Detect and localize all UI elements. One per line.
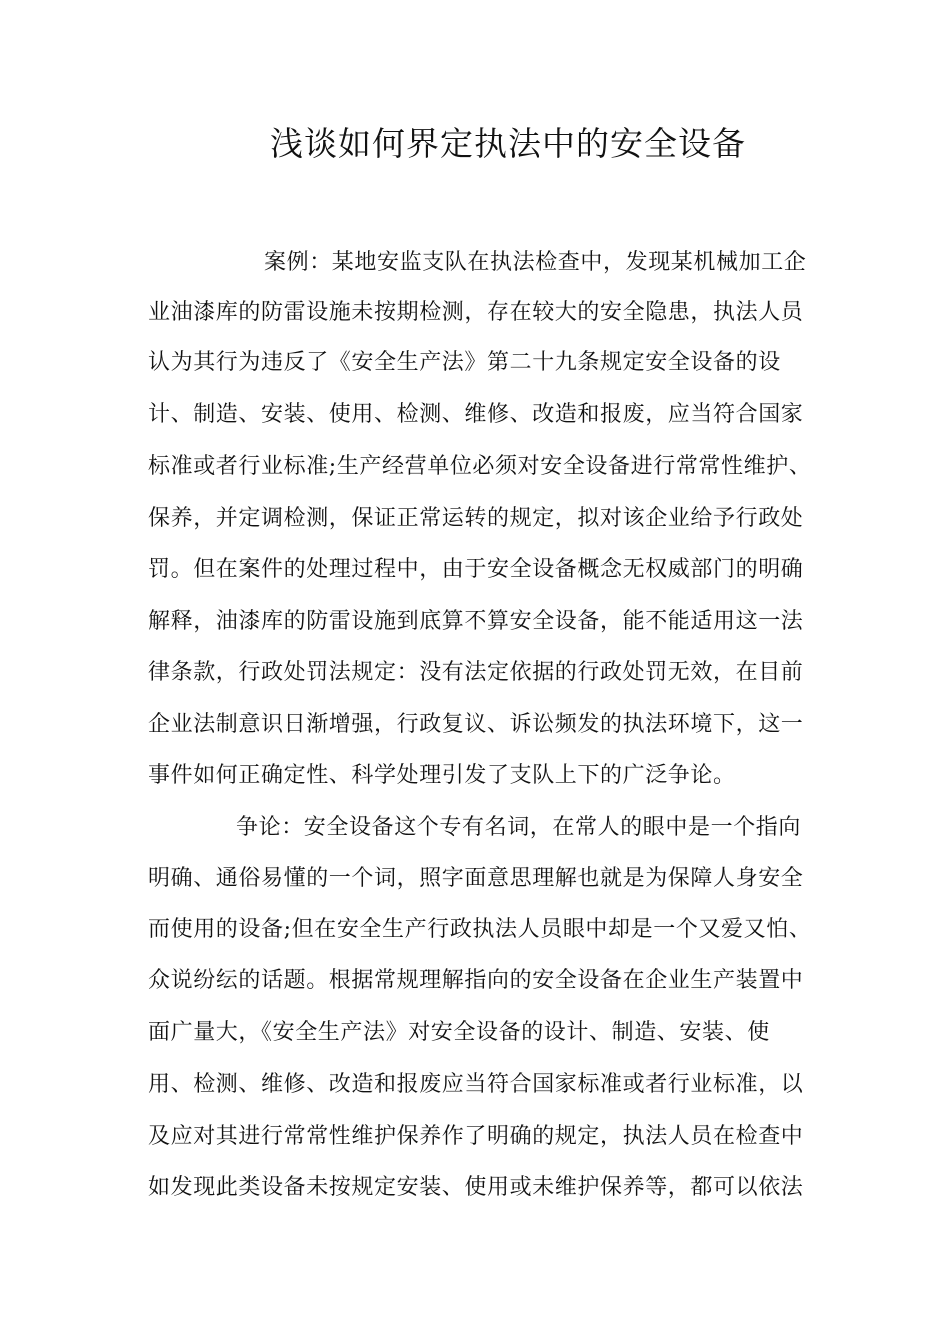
paragraph-line: 业油漆库的防雷设施未按期检测，存在较大的安全隐患，执法人员 xyxy=(148,300,804,325)
paragraph-line: 面广量大，《安全生产法》对安全设备的设计、制造、安装、使 xyxy=(148,1020,770,1045)
paragraph-line: 及应对其进行常常性维护保养作了明确的规定，执法人员在检查中 xyxy=(148,1124,804,1149)
paragraph-line: 标准或者行业标准;生产经营单位必须对安全设备进行常常性维护、 xyxy=(148,454,812,479)
paragraph-line: 认为其行为违反了《安全生产法》第二十九条规定安全设备的设 xyxy=(148,350,781,375)
paragraph-line: 用、检测、维修、改造和报废应当符合国家标准或者行业标准，以 xyxy=(148,1072,804,1097)
paragraph-line: 明确、通俗易懂的一个词，照字面意思理解也就是为保障人身安全 xyxy=(148,866,804,891)
paragraph-line: 计、制造、安装、使用、检测、维修、改造和报废，应当符合国家 xyxy=(148,402,804,427)
paragraph-line: 保养，并定调检测，保证正常运转的规定，拟对该企业给予行政处 xyxy=(148,506,804,531)
paragraph-line: 案例：某地安监支队在执法检查中，发现某机械加工企 xyxy=(264,250,807,275)
document-title: 浅谈如何界定执法中的安全设备 xyxy=(270,124,746,163)
paragraph-line: 企业法制意识日渐增强，行政复议、诉讼频发的执法环境下，这一 xyxy=(148,712,804,737)
paragraph-line: 而使用的设备;但在安全生产行政执法人员眼中却是一个又爱又怕、 xyxy=(148,917,812,942)
paragraph-line: 事件如何正确定性、科学处理引发了支队上下的广泛争论。 xyxy=(148,763,736,788)
paragraph-line: 众说纷纭的话题。根据常规理解指向的安全设备在企业生产装置中 xyxy=(148,968,804,993)
paragraph-line: 罚。但在案件的处理过程中，由于安全设备概念无权威部门的明确 xyxy=(148,557,804,582)
paragraph-line: 如发现此类设备未按规定安装、使用或未维护保养等，都可以依法 xyxy=(148,1175,804,1200)
paragraph-line: 解释，油漆库的防雷设施到底算不算安全设备，能不能适用这一法 xyxy=(148,609,804,634)
paragraph-line: 律条款，行政处罚法规定：没有法定依据的行政处罚无效，在目前 xyxy=(148,660,804,685)
paragraph-line: 争论：安全设备这个专有名词，在常人的眼中是一个指向 xyxy=(236,815,802,840)
